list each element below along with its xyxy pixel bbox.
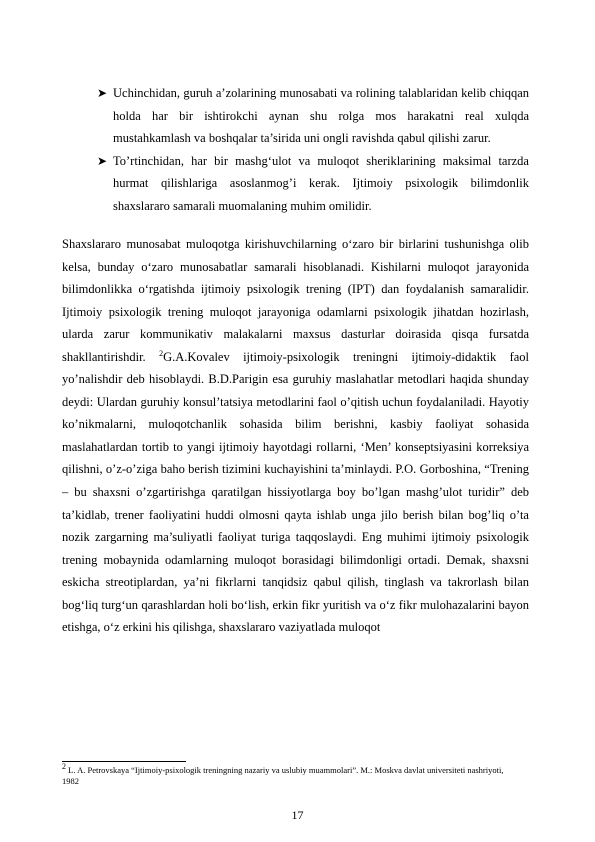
paragraph-part-2: G.A.Kovalev ijtimoiy-psixologik treningni ijtimoiy-didaktik faol yo’nalishdir deb hisoblaydi. B.D.Parigin esa guruhiy maslahatlar metodlari haqida shunday deydi: Ulardan guruhiy konsul’tatsiya metodlarini faol o’qitish uchun foydalaniladi. Hayotiy ko’nikmalarni, muloqotchanlik sohasida bilim berishni, kasbiy faoliyat sohasida maslahatlardan tortib to yangi ijtimoiy hayotdagi rollarni, ‘Men’ konseptsiyasini korreksiya qilishni, o’z-o’ziga baho berish tizimini kuchayishini ta’minlaydi. P.O. Gorboshina, “Trening – bu shaxsni o’zgartirishga qaratilgan hissiyotlarga boy bo’lgan mashg’ulot turidir” deb ta’kidlab, trener faoliyatini huddi olmosni qayta ishlab unga jilo berish bilan bog’liq o’ta nozik zargarning ma’suliyatli faoliyat turiga taqqoslaydi. Eng muhimi ijtimoiy psixologik trening mobaynida odamlarning muloqot borasidagi bilimdonligi ortadi. Demak, shaxsni eskicha streotiplardan, ya’ni fikrlarni tanqidsiz qabul qilish, tinglash va takrorlash bilan bog‘liq turg‘un qarashlardan holi bo‘lish, erkin fikr yuritish va o‘z fikr mulohazalarini bayon etishga, o‘z erkini his qilishga, shaxslararo vaziyatlada muloqot	[62, 349, 530, 635]
bullet-item	[97, 150, 529, 218]
body-paragraph	[62, 233, 529, 639]
arrow-bullet-icon: ➤	[97, 153, 108, 168]
paragraph-part-1: Shaxslararo munosabat muloqotga kirishuvchilarning o‘zaro bir birlarini tushunishga olib kelsa, bunday o‘zaro munosabatlar samarali hisoblanadi. Kishilarni muloqot jarayonida bilimdonlikka o‘rgatishda ijtimoiy psixologik trening (IPT) dan foydalanish samaralidir. Ijtimoiy psixologik trening muloqot jarayoniga odamlarni psixologik jihatdan hozirlash, ularda zarur kommunikativ malakalarni maxsus dasturlar doirasida qisqa fursatda shakllantirishdir.	[62, 237, 529, 364]
bullet-text: To’rtinchidan, har bir mashg‘ulot va muloqot sheriklarining maksimal tarzda hurmat qilishlariga asoslanmog’i kerak. Ijtimoiy psixologik bilimdonlik shaxslararo samarali muomalaning muhim omilidir.	[113, 153, 529, 213]
bullet-list	[97, 82, 529, 218]
footnote-text: L. A. Petrovskaya “Ijtimoiy-psixologik treningning nazariy va uslubiy muammolari”. M.: Moskva davlat universiteti nashriyoti, 1982	[62, 765, 504, 786]
arrow-bullet-icon: ➤	[97, 86, 108, 100]
footnote	[62, 762, 522, 786]
page-number: 17	[291, 808, 304, 822]
footnote-reference[interactable]: 2	[159, 348, 164, 358]
footnote-divider	[62, 761, 186, 762]
bullet-item	[97, 82, 529, 150]
bullet-text: Uchinchidan, guruh a’zolarining munosabati va rolining talablaridan kelib chiqqan holda har bir ishtirokchi aynan shu rolga mos harakatni real xulqda mustahkamlash va boshqalar ta’sirida uni ongli ravishda qabul qilishi zarur.	[113, 86, 529, 146]
footnote-number: 2	[62, 762, 66, 772]
